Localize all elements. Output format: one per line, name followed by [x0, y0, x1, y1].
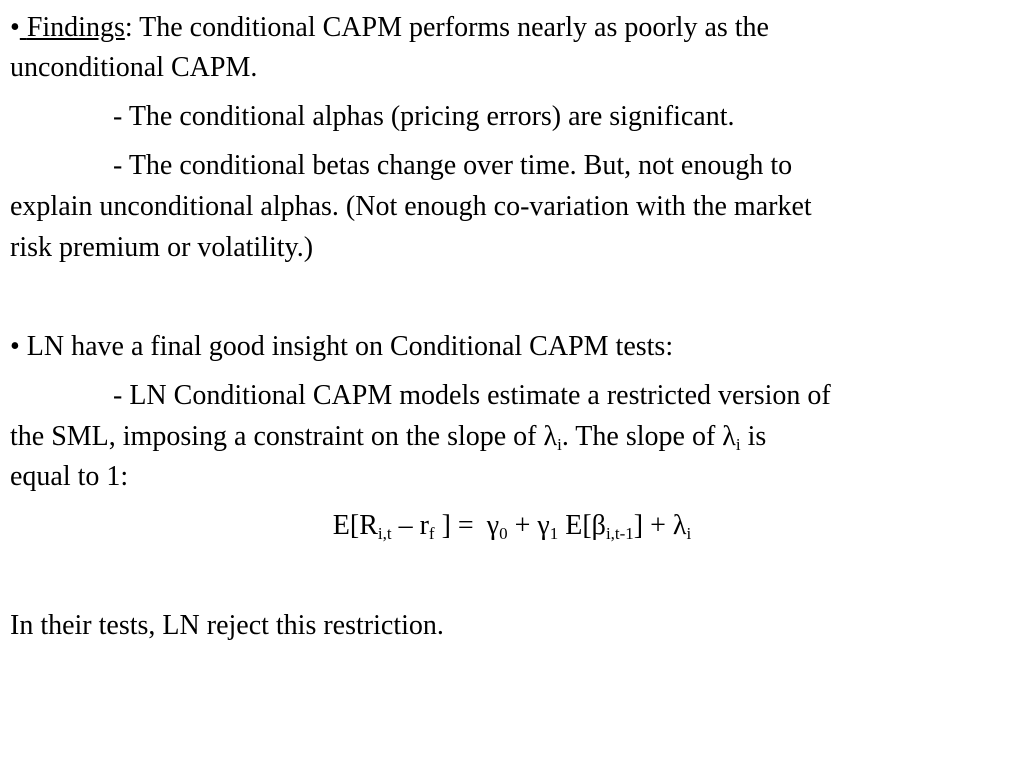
- eq-sub-i: i: [686, 524, 692, 543]
- ln-line2-mid: . The slope of: [561, 421, 723, 452]
- eq-lambda: λ: [672, 510, 687, 541]
- findings-bullet-line1: [10, 8, 769, 48]
- eq-expected-return: E[R: [332, 510, 378, 541]
- eq-gamma-1: γ: [537, 510, 550, 541]
- findings-label-space: [20, 12, 27, 43]
- ln-sub-point-line1: - LN Conditional CAPM models estimate a restricted version of: [113, 380, 831, 411]
- eq-plus: +: [507, 510, 538, 541]
- bullet-glyph: •: [10, 12, 20, 43]
- eq-close-equals: ] =: [434, 510, 481, 541]
- ln-line2-post: is: [740, 421, 767, 452]
- lambda-subscript: i: [557, 435, 562, 454]
- eq-sub-it1: i,t-1: [605, 524, 634, 543]
- eq-sub-it: i,t: [377, 524, 392, 543]
- eq-sub-1: 1: [549, 524, 559, 543]
- lambda-symbol: λ: [722, 421, 736, 452]
- ln-line2-pre: the SML, imposing a constraint on the slope of: [10, 421, 544, 452]
- sub-point-betas-line2: explain unconditional alphas. (Not enough co-variation with the market: [10, 191, 812, 222]
- eq-minus-rf: – r: [391, 510, 429, 541]
- eq-sub-f: f: [428, 524, 435, 543]
- sml-equation: [0, 506, 1024, 546]
- sub-point-betas-line3: risk premium or volatility.): [10, 232, 314, 263]
- conclusion-text: In their tests, LN reject this restriction.: [10, 610, 444, 641]
- lambda-subscript: i: [735, 435, 741, 454]
- findings-label-text: Findings: [26, 12, 125, 43]
- lambda-symbol: λ: [543, 421, 558, 452]
- eq-close-plus: ] +: [633, 510, 673, 541]
- eq-gamma-0: γ: [486, 510, 500, 541]
- ln-sub-point-line3: equal to 1:: [10, 461, 129, 492]
- ln-insight-bullet: • LN have a final good insight on Conditional CAPM tests:: [10, 331, 674, 362]
- ln-sub-point-line2: [10, 417, 766, 457]
- sub-point-alphas: - The conditional alphas (pricing errors) are significant.: [113, 101, 735, 132]
- findings-bullet-line2: unconditional CAPM.: [10, 52, 258, 83]
- sub-point-betas-line1: - The conditional betas change over time. But, not enough to: [113, 150, 793, 181]
- eq-sub-0: 0: [499, 524, 508, 543]
- eq-expected-beta: E[β: [558, 510, 606, 541]
- findings-text: : The conditional CAPM performs nearly as poorly as the: [124, 12, 769, 43]
- findings-label: [20, 12, 125, 43]
